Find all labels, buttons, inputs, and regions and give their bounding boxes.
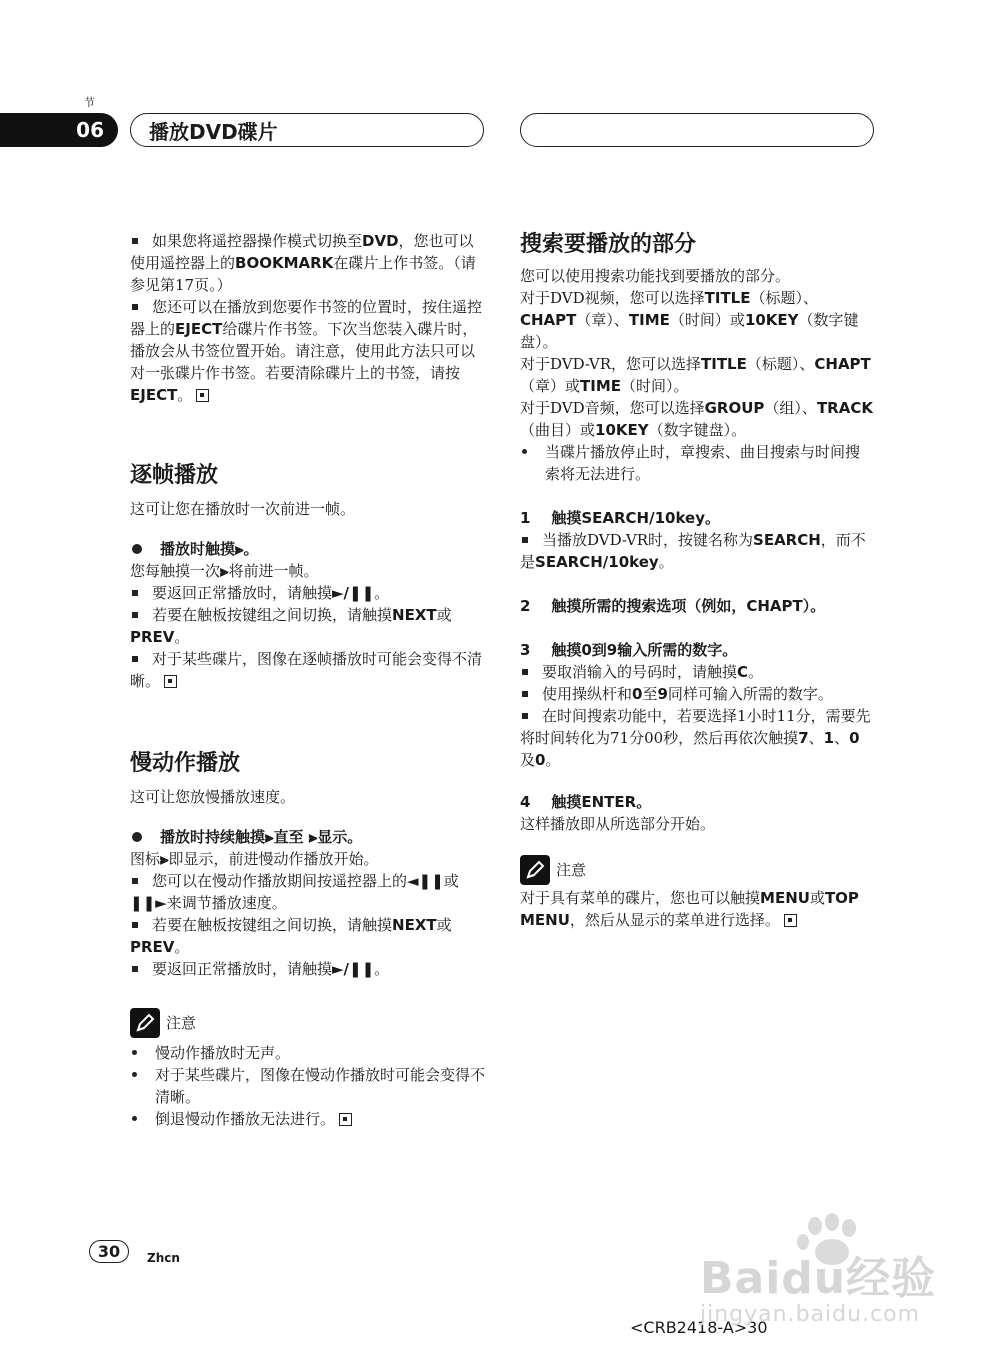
chapter-title <box>130 113 484 147</box>
section-number: 06 <box>0 113 118 147</box>
slow-step: 播放时持续触摸⫸直至 ⫸显示。 <box>130 826 485 848</box>
square-bullet-icon <box>132 656 138 662</box>
note-title: 注意 <box>556 861 587 879</box>
square-bullet-icon <box>522 537 528 543</box>
note-item: 当播放DVD-VR时，按键名称为SEARCH，而不是SEARCH/10key。 <box>520 531 866 571</box>
note-item: 若要在触板按键组之间切换，请触摸NEXT或PREV。 <box>130 606 452 646</box>
note-bullet: 倒退慢动作播放无法进行。 <box>130 1108 485 1130</box>
note-item: 若要在触板按键组之间切换，请触摸NEXT或PREV。 <box>130 916 452 956</box>
square-bullet-icon <box>132 966 138 972</box>
document-code: <CRB2418-A>30 <box>630 1318 768 1337</box>
bookmark-notes <box>130 230 485 406</box>
square-bullet-icon <box>522 691 528 697</box>
square-bullet-icon <box>132 238 138 244</box>
slow-desc: 图标⫸即显示，前进慢动作播放开始。 <box>130 850 379 868</box>
square-bullet-icon <box>132 304 138 310</box>
note-header <box>130 1008 485 1038</box>
note-item: 您可以在慢动作播放期间按遥控器上的◄❚❚或❚❚►来调节播放速度。 <box>130 872 459 912</box>
play-pause-icon: ►/❚❚ <box>332 584 375 602</box>
slow-section <box>130 750 485 980</box>
round-bullet-icon <box>132 1116 137 1121</box>
section-label: 节 <box>84 96 95 109</box>
watermark-logo <box>700 1212 940 1327</box>
frame-section <box>130 462 485 692</box>
frame-advance-icon: ⫸ <box>265 828 274 846</box>
play-pause-icon: ►/❚❚ <box>332 960 375 978</box>
dot-bullet-icon <box>132 832 142 842</box>
frame-advance-icon: ⫸ <box>220 562 229 580</box>
slow-reverse-icon: ◄❚❚ <box>407 872 444 890</box>
search-audio: 对于DVD音频，您可以选择GROUP（组）、TRACK（曲目）或10KEY（数字键盘）。 <box>520 399 873 439</box>
slow-intro: 这可让您放慢播放速度。 <box>130 788 296 806</box>
watermark-text <box>700 1242 936 1327</box>
note-item: 要返回正常播放时，请触摸►/❚❚。 <box>130 582 485 604</box>
slow-heading: 慢动作播放 <box>130 751 241 776</box>
note-header <box>520 855 874 885</box>
search-vr: 对于DVD-VR，您可以选择TITLE（标题）、CHAPT（章）或TIME（时间）。 <box>520 355 871 395</box>
square-bullet-icon <box>132 878 138 884</box>
watermark-url: jingyan.baidu.com <box>700 1302 921 1327</box>
round-bullet-icon <box>132 1050 137 1055</box>
note-item: 要返回正常播放时，请触摸►/❚❚。 <box>130 958 485 980</box>
pencil-note-icon <box>130 1008 160 1038</box>
step-2: 2 触摸所需的搜索选项（例如，CHAPT）。 <box>520 597 826 615</box>
end-mark-icon <box>339 1113 352 1126</box>
end-mark-icon <box>164 675 177 688</box>
search-intro: 您可以使用搜索功能找到要播放的部分。 <box>520 267 791 285</box>
frame-heading: 逐帧播放 <box>130 463 219 488</box>
slow-forward-icon: ❚❚► <box>130 894 167 912</box>
step-1: 1 触摸SEARCH/10key。 <box>520 509 721 527</box>
square-bullet-icon <box>132 922 138 928</box>
note-item: 使用操纵杆和0至9同样可输入所需的数字。 <box>520 683 874 705</box>
step-4-desc: 这样播放即从所选部分开始。 <box>520 815 716 833</box>
search-heading: 搜索要播放的部分 <box>520 232 697 257</box>
note-bullet: 对于某些碟片，图像在慢动作播放时可能会变得不清晰。 <box>130 1064 485 1108</box>
frame-step: 播放时触摸⫸。 <box>130 538 485 560</box>
page-number: 30 <box>89 1240 129 1263</box>
page-language: Zhcn <box>147 1251 180 1265</box>
frame-advance-icon: ⫸ <box>235 540 244 558</box>
square-bullet-icon <box>132 612 138 618</box>
step-4: 4 触摸ENTER。 <box>520 793 652 811</box>
square-bullet-icon <box>132 590 138 596</box>
search-section <box>520 231 874 931</box>
round-bullet-icon <box>522 449 527 454</box>
round-bullet-icon <box>132 1072 137 1077</box>
end-mark-icon <box>196 389 209 402</box>
pencil-note-icon <box>520 855 550 885</box>
dot-bullet-icon <box>132 544 142 554</box>
watermark-brand: Baidu经验 <box>700 1253 937 1304</box>
note-bullet: 慢动作播放时无声。 <box>130 1042 485 1064</box>
menu-note: 对于具有菜单的碟片，您也可以触摸MENU或TOP MENU，然后从显示的菜单进行选择。 <box>520 889 859 929</box>
end-mark-icon <box>784 914 797 927</box>
slow-note <box>130 1008 485 1130</box>
note-item: 要取消输入的号码时，请触摸C。 <box>520 661 874 683</box>
search-stop-note: 当碟片播放停止时，章搜索、曲目搜索与时间搜索将无法进行。 <box>520 441 874 485</box>
note-item: 您还可以在播放到您要作书签的位置时，按住遥控器上的EJECT给碟片作书签。下次当您装入碟片时，播放会从书签位置开始。请注意，使用此方法只可以对一张碟片作书签。若要清除碟片上的书签，请按EJECT。 <box>130 298 483 404</box>
note-item: 对于某些碟片，图像在逐帧播放时可能会变得不清晰。 <box>130 650 483 690</box>
step-3: 3 触摸0到9输入所需的数字。 <box>520 641 738 659</box>
search-dvd: 对于DVD视频，您可以选择TITLE（标题）、CHAPT（章）、TIME（时间）或10KEY（数字键盘）。 <box>520 289 859 351</box>
frame-desc: 您每触摸一次⫸将前进一帧。 <box>130 562 319 580</box>
slow-icon: ⫸ <box>160 850 169 868</box>
note-item: 如果您将遥控器操作模式切换至DVD，您也可以使用遥控器上的BOOKMARK在碟片上作书签。（请参见第17页。） <box>130 232 476 294</box>
chapter-title-frame-right <box>520 113 874 147</box>
square-bullet-icon <box>522 669 528 675</box>
chapter-title-text: 播放DVD碟片 <box>149 119 278 144</box>
frame-intro: 这可让您在播放时一次前进一帧。 <box>130 500 356 518</box>
note-item: 在时间搜索功能中，若要选择1小时11分，需要先将时间转化为71分00秒，然后再依次触摸7、1、0及0。 <box>520 707 871 769</box>
square-bullet-icon <box>522 713 528 719</box>
note-title: 注意 <box>166 1014 197 1032</box>
slow-icon: ⫸ <box>308 828 318 846</box>
